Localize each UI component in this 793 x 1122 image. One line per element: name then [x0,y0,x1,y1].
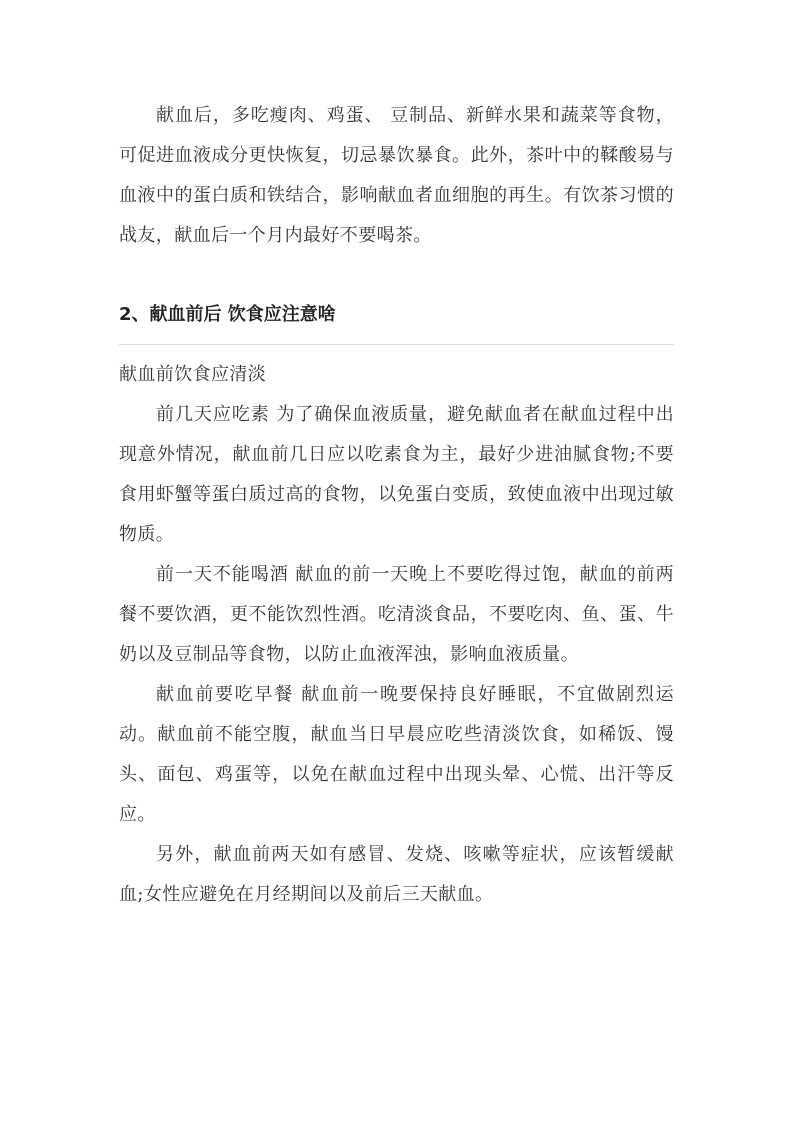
body-paragraph: 前几天应吃素 为了确保血液质量，避免献血者在献血过程中出现意外情况，献血前几日应以吃素食为主，最好少进油腻食物;不要食用虾蟹等蛋白质过高的食物，以免蛋白变质，致使血液中出现过敏物质。 [119,404,674,545]
body-paragraph: 另外，献血前两天如有感冒、发烧、咳嗽等症状，应该暂缓献血;女性应避免在月经期间以及前后三天献血。 [119,844,674,905]
body-paragraph: 前一天不能喝酒 献血的前一天晚上不要吃得过饱，献血的前两餐不要饮酒，更不能饮烈性酒。吃清淡食品，不要吃肉、鱼、蛋、牛奶以及豆制品等食物，以防止血液浑浊，影响血液质量。 [119,564,674,665]
document-content [119,96,674,915]
section-subheading: 献血前饮食应清淡 [119,364,267,385]
section-heading: 2、献血前后 饮食应注意啥 [119,304,336,325]
section-divider [119,344,674,345]
body-paragraph: 献血前要吃早餐 献血前一晚要保持良好睡眠，不宜做剧烈运动。献血前不能空腹，献血当日早晨应吃些清淡饮食，如稀饭、馒头、面包、鸡蛋等，以免在献血过程中出现头晕、心慌、出汗等反应。 [119,684,674,825]
intro-paragraph: 献血后，多吃瘦肉、鸡蛋、 豆制品、新鲜水果和蔬菜等食物，可促进血液成分更快恢复，切忌暴饮暴食。此外，茶叶中的鞣酸易与血液中的蛋白质和铁结合，影响献血者血细胞的再生。有饮茶习惯的战友，献血后一个月内最好不要喝茶。 [119,105,674,246]
